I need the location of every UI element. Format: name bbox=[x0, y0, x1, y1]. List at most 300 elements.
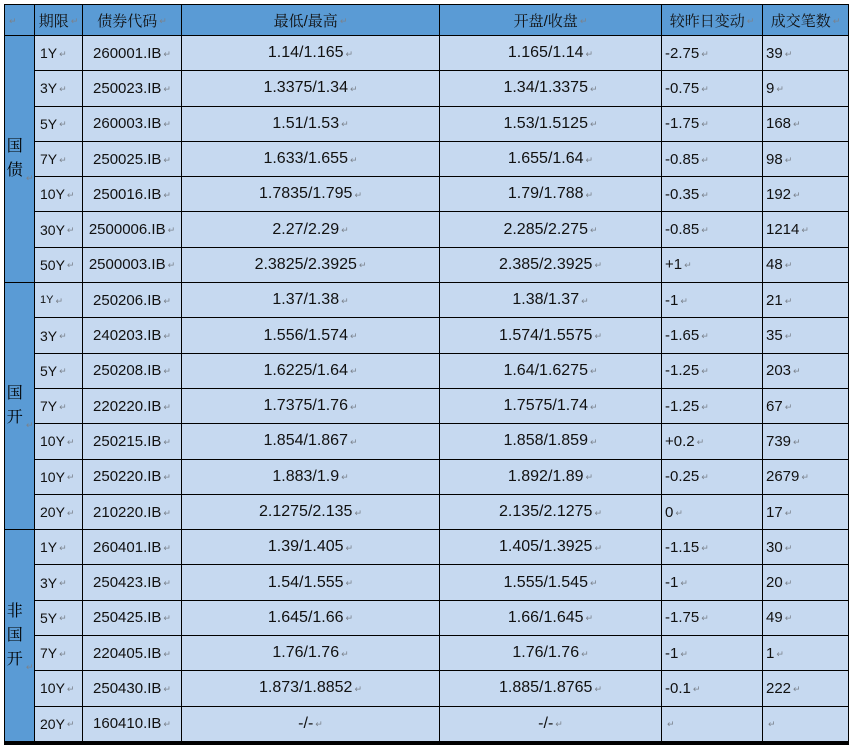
col-header-change-label: 较昨日变动 bbox=[669, 12, 745, 30]
end-of-cell-marker: ↵ bbox=[832, 15, 841, 26]
change-cell-value: -0.75 bbox=[665, 79, 700, 97]
term-cell-value: 7Y bbox=[40, 151, 58, 168]
change-cell-value: -0.1 bbox=[665, 679, 691, 697]
change-cell-value: -1.65 bbox=[665, 327, 700, 345]
change-cell-value: -1 bbox=[665, 574, 679, 592]
end-of-cell-marker: ↵ bbox=[784, 260, 793, 271]
trades-cell bbox=[763, 71, 848, 106]
bond-code-cell bbox=[83, 460, 182, 495]
open-close-cell-value: 1.79/1.788 bbox=[507, 185, 584, 203]
term-cell bbox=[35, 601, 83, 636]
end-of-cell-marker: ↵ bbox=[589, 83, 598, 94]
end-of-cell-marker: ↵ bbox=[585, 154, 594, 165]
open-close-cell bbox=[440, 71, 662, 106]
bond-code-cell-value: 250425.IB bbox=[93, 609, 162, 627]
col-header-open-close bbox=[440, 5, 662, 36]
trades-cell bbox=[763, 354, 848, 389]
end-of-cell-marker: ↵ bbox=[701, 401, 709, 412]
low-high-cell bbox=[182, 71, 440, 106]
end-of-cell-marker: ↵ bbox=[675, 507, 683, 518]
end-of-cell-marker: ↵ bbox=[701, 189, 709, 200]
open-close-cell bbox=[440, 212, 662, 247]
low-high-cell bbox=[182, 707, 440, 742]
term-cell-value: 10Y bbox=[40, 186, 65, 203]
bond-code-cell bbox=[83, 142, 182, 177]
trades-cell bbox=[763, 601, 848, 636]
bond-code-cell bbox=[83, 36, 182, 71]
bond-code-cell-value: 160410.IB bbox=[93, 715, 162, 733]
col-header-bond-code bbox=[83, 5, 182, 36]
end-of-cell-marker: ↵ bbox=[167, 260, 176, 271]
trades-cell bbox=[763, 142, 848, 177]
open-close-cell-value: 1.555/1.545 bbox=[503, 573, 588, 591]
end-of-cell-marker: ↵ bbox=[66, 260, 75, 271]
end-of-cell-marker: ↵ bbox=[66, 472, 75, 483]
col-header-open-close-label: 开盘/收盘 bbox=[513, 12, 578, 30]
end-of-cell-marker: ↵ bbox=[66, 507, 75, 518]
term-cell-value: 1Y bbox=[40, 45, 58, 62]
end-of-cell-marker: ↵ bbox=[9, 15, 17, 26]
end-of-cell-marker: ↵ bbox=[59, 648, 67, 659]
bond-code-cell bbox=[83, 212, 182, 247]
end-of-cell-marker: ↵ bbox=[589, 401, 598, 412]
end-of-cell-marker: ↵ bbox=[784, 401, 793, 412]
open-close-cell-value: 1.405/1.3925 bbox=[499, 538, 593, 556]
trades-cell bbox=[763, 530, 848, 565]
end-of-cell-marker: ↵ bbox=[358, 260, 367, 271]
open-close-cell bbox=[440, 389, 662, 424]
end-of-cell-marker: ↵ bbox=[585, 189, 594, 200]
open-close-cell-value: 1.655/1.64 bbox=[507, 150, 584, 168]
end-of-cell-marker: ↵ bbox=[589, 436, 598, 447]
bond-code-cell-value: 250206.IB bbox=[93, 291, 162, 309]
bond-code-cell bbox=[83, 530, 182, 565]
col-header-low-high bbox=[182, 5, 440, 36]
end-of-cell-marker: ↵ bbox=[589, 578, 598, 589]
low-high-cell bbox=[182, 212, 440, 247]
low-high-cell bbox=[182, 460, 440, 495]
change-cell-value: -1 bbox=[665, 291, 679, 309]
term-cell-value: 10Y bbox=[40, 680, 65, 697]
end-of-cell-marker: ↵ bbox=[66, 683, 75, 694]
low-high-cell-value: 2.3825/2.3925 bbox=[254, 255, 357, 273]
term-cell bbox=[35, 107, 83, 142]
open-close-cell-value: 1.885/1.8765 bbox=[499, 679, 593, 697]
low-high-cell bbox=[182, 248, 440, 283]
end-of-cell-marker: ↵ bbox=[163, 578, 171, 589]
low-high-cell bbox=[182, 424, 440, 459]
end-of-cell-marker: ↵ bbox=[579, 15, 588, 26]
end-of-cell-marker: ↵ bbox=[59, 119, 67, 130]
term-cell-value: 1Y bbox=[40, 294, 54, 307]
bond-code-cell bbox=[83, 601, 182, 636]
end-of-cell-marker: ↵ bbox=[701, 472, 709, 483]
trades-cell-value: 192 bbox=[766, 185, 792, 203]
end-of-cell-marker: ↵ bbox=[784, 154, 793, 165]
change-cell-value: -0.85 bbox=[665, 150, 700, 168]
end-of-cell-marker: ↵ bbox=[776, 648, 784, 659]
term-cell-value: 10Y bbox=[40, 468, 65, 485]
end-of-cell-marker: ↵ bbox=[701, 119, 709, 130]
low-high-cell bbox=[182, 283, 440, 318]
low-high-cell-value: 1.51/1.53 bbox=[272, 114, 340, 132]
trades-cell bbox=[763, 495, 848, 530]
end-of-cell-marker: ↵ bbox=[354, 507, 362, 518]
open-close-cell bbox=[440, 424, 662, 459]
term-cell bbox=[35, 495, 83, 530]
end-of-cell-marker: ↵ bbox=[349, 83, 358, 94]
group-label-wrap bbox=[6, 135, 34, 183]
end-of-cell-marker: ↵ bbox=[793, 189, 801, 200]
trades-cell bbox=[763, 460, 848, 495]
low-high-cell-value: 1.76/1.76 bbox=[272, 644, 340, 662]
open-close-cell-value: 1.858/1.859 bbox=[503, 432, 588, 450]
end-of-cell-marker: ↵ bbox=[585, 472, 594, 483]
open-close-cell bbox=[440, 495, 662, 530]
bond-code-cell bbox=[83, 71, 182, 106]
bond-code-cell-value: 250215.IB bbox=[93, 432, 162, 450]
corner-header-cell bbox=[5, 5, 35, 36]
end-of-cell-marker: ↵ bbox=[793, 119, 801, 130]
term-cell-value: 3Y bbox=[40, 574, 58, 591]
end-of-cell-marker: ↵ bbox=[25, 420, 34, 431]
end-of-cell-marker: ↵ bbox=[59, 401, 67, 412]
end-of-cell-marker: ↵ bbox=[163, 436, 171, 447]
end-of-cell-marker: ↵ bbox=[776, 83, 784, 94]
group-label-wrap bbox=[6, 600, 34, 672]
trades-cell-value: 30 bbox=[766, 538, 783, 556]
end-of-cell-marker: ↵ bbox=[66, 225, 75, 236]
term-cell-value: 1Y bbox=[40, 539, 58, 556]
bond-code-cell bbox=[83, 565, 182, 600]
end-of-cell-marker: ↵ bbox=[349, 366, 358, 377]
low-high-cell bbox=[182, 601, 440, 636]
change-cell bbox=[662, 212, 763, 247]
change-cell bbox=[662, 354, 763, 389]
open-close-cell bbox=[440, 36, 662, 71]
end-of-cell-marker: ↵ bbox=[59, 578, 67, 589]
group-label-cell bbox=[5, 283, 35, 530]
term-cell bbox=[35, 424, 83, 459]
term-cell-value: 20Y bbox=[40, 504, 65, 520]
change-cell bbox=[662, 495, 763, 530]
end-of-cell-marker: ↵ bbox=[55, 295, 64, 306]
low-high-cell-value: 1.873/1.8852 bbox=[259, 679, 353, 697]
group-label-cell bbox=[5, 530, 35, 742]
trades-cell-value: 20 bbox=[766, 574, 783, 592]
trades-cell bbox=[763, 389, 848, 424]
trades-cell-value: 21 bbox=[766, 291, 783, 309]
bond-code-cell-value: 260401.IB bbox=[93, 538, 162, 556]
end-of-cell-marker: ↵ bbox=[163, 472, 171, 483]
end-of-cell-marker: ↵ bbox=[341, 295, 349, 306]
end-of-cell-marker: ↵ bbox=[163, 331, 171, 342]
bond-code-cell-value: 250208.IB bbox=[93, 362, 162, 380]
open-close-cell bbox=[440, 283, 662, 318]
low-high-cell-value: 1.6225/1.64 bbox=[263, 361, 348, 379]
low-high-cell-value: -/- bbox=[298, 714, 314, 732]
end-of-cell-marker: ↵ bbox=[784, 542, 793, 553]
bond-code-cell bbox=[83, 707, 182, 742]
end-of-cell-marker: ↵ bbox=[59, 331, 67, 342]
low-high-cell-value: 1.645/1.66 bbox=[267, 608, 344, 626]
end-of-cell-marker: ↵ bbox=[59, 83, 67, 94]
term-cell bbox=[35, 636, 83, 671]
term-cell bbox=[35, 354, 83, 389]
end-of-cell-marker: ↵ bbox=[701, 225, 709, 236]
bond-code-cell bbox=[83, 424, 182, 459]
term-cell-value: 7Y bbox=[40, 398, 58, 415]
open-close-cell-value: 1.38/1.37 bbox=[512, 291, 580, 309]
trades-cell-value: 739 bbox=[766, 432, 792, 450]
open-close-cell-value: 1.165/1.14 bbox=[507, 44, 584, 62]
end-of-cell-marker: ↵ bbox=[594, 683, 602, 694]
term-cell-value: 5Y bbox=[40, 115, 58, 132]
change-cell bbox=[662, 707, 763, 742]
low-high-cell-value: 2.1275/2.135 bbox=[259, 503, 353, 520]
bond-code-cell-value: 220405.IB bbox=[93, 644, 162, 662]
bond-code-cell bbox=[83, 495, 182, 530]
trades-cell bbox=[763, 107, 848, 142]
col-header-bond-code-label: 债券代码 bbox=[97, 12, 158, 30]
trades-cell-value: 17 bbox=[766, 503, 783, 521]
open-close-cell bbox=[440, 601, 662, 636]
low-high-cell bbox=[182, 530, 440, 565]
change-cell-value: +1 bbox=[665, 256, 683, 274]
end-of-cell-marker: ↵ bbox=[59, 542, 67, 553]
end-of-cell-marker: ↵ bbox=[768, 719, 776, 730]
trades-cell-value: 35 bbox=[766, 327, 783, 345]
low-high-cell-value: 2.27/2.29 bbox=[272, 220, 340, 238]
change-cell bbox=[662, 460, 763, 495]
end-of-cell-marker: ↵ bbox=[680, 578, 688, 589]
change-cell bbox=[662, 424, 763, 459]
change-cell-value: 0 bbox=[665, 503, 674, 521]
trades-cell-value: 1214 bbox=[766, 221, 800, 239]
trades-cell-value: 203 bbox=[766, 362, 792, 380]
end-of-cell-marker: ↵ bbox=[345, 542, 354, 553]
open-close-cell-value: 1.64/1.6275 bbox=[503, 361, 588, 379]
end-of-cell-marker: ↵ bbox=[345, 613, 354, 624]
end-of-cell-marker: ↵ bbox=[585, 613, 594, 624]
open-close-cell bbox=[440, 107, 662, 142]
end-of-cell-marker: ↵ bbox=[701, 154, 709, 165]
end-of-cell-marker: ↵ bbox=[25, 661, 34, 672]
trades-cell-value: 222 bbox=[766, 679, 792, 697]
low-high-cell-value: 1.14/1.165 bbox=[267, 44, 344, 62]
col-header-trades-label: 成交笔数 bbox=[770, 12, 831, 30]
open-close-cell-value: 1.76/1.76 bbox=[512, 644, 580, 662]
end-of-cell-marker: ↵ bbox=[163, 613, 171, 624]
col-header-trades bbox=[763, 5, 848, 36]
end-of-cell-marker: ↵ bbox=[701, 366, 709, 377]
end-of-cell-marker: ↵ bbox=[315, 719, 323, 730]
term-cell bbox=[35, 283, 83, 318]
bond-code-cell-value: 2500006.IB bbox=[88, 221, 166, 239]
end-of-cell-marker: ↵ bbox=[589, 366, 598, 377]
end-of-cell-marker: ↵ bbox=[163, 366, 171, 377]
end-of-cell-marker: ↵ bbox=[585, 48, 594, 59]
end-of-cell-marker: ↵ bbox=[555, 719, 563, 730]
end-of-cell-marker: ↵ bbox=[701, 613, 709, 624]
bond-code-cell-value: 250220.IB bbox=[93, 468, 162, 486]
open-close-cell-value: -/- bbox=[538, 714, 554, 732]
bond-code-cell bbox=[83, 389, 182, 424]
term-cell-value: 10Y bbox=[40, 433, 65, 450]
end-of-cell-marker: ↵ bbox=[341, 648, 349, 659]
end-of-cell-marker: ↵ bbox=[345, 48, 354, 59]
end-of-cell-marker: ↵ bbox=[581, 648, 589, 659]
open-close-cell bbox=[440, 248, 662, 283]
group-label: 国债 bbox=[6, 138, 23, 180]
end-of-cell-marker: ↵ bbox=[163, 648, 171, 659]
change-cell-value: -1 bbox=[665, 644, 679, 662]
term-cell bbox=[35, 671, 83, 706]
low-high-cell bbox=[182, 671, 440, 706]
trades-cell bbox=[763, 318, 848, 353]
low-high-cell bbox=[182, 318, 440, 353]
end-of-cell-marker: ↵ bbox=[66, 436, 75, 447]
term-cell-value: 3Y bbox=[40, 80, 58, 97]
end-of-cell-marker: ↵ bbox=[701, 48, 709, 59]
end-of-cell-marker: ↵ bbox=[692, 683, 701, 694]
term-cell bbox=[35, 71, 83, 106]
end-of-cell-marker: ↵ bbox=[784, 331, 793, 342]
bond-code-cell-value: 250023.IB bbox=[93, 79, 162, 97]
end-of-cell-marker: ↵ bbox=[66, 719, 75, 730]
change-cell bbox=[662, 530, 763, 565]
open-close-cell-value: 2.385/2.3925 bbox=[499, 255, 593, 273]
low-high-cell bbox=[182, 389, 440, 424]
bond-code-cell-value: 210220.IB bbox=[93, 503, 162, 521]
open-close-cell bbox=[440, 530, 662, 565]
open-close-cell bbox=[440, 707, 662, 742]
bond-code-cell bbox=[83, 177, 182, 212]
change-cell bbox=[662, 71, 763, 106]
col-header-term bbox=[35, 5, 83, 36]
end-of-cell-marker: ↵ bbox=[680, 295, 688, 306]
term-cell bbox=[35, 36, 83, 71]
col-header-change bbox=[662, 5, 763, 36]
end-of-cell-marker: ↵ bbox=[594, 542, 602, 553]
open-close-cell-value: 1.7575/1.74 bbox=[503, 397, 588, 415]
low-high-cell bbox=[182, 565, 440, 600]
end-of-cell-marker: ↵ bbox=[163, 683, 171, 694]
term-cell bbox=[35, 530, 83, 565]
change-cell bbox=[662, 248, 763, 283]
term-cell-value: 50Y bbox=[40, 256, 65, 273]
bond-code-cell-value: 250423.IB bbox=[93, 574, 162, 592]
term-cell bbox=[35, 707, 83, 742]
col-header-term-label: 期限 bbox=[38, 12, 69, 30]
end-of-cell-marker: ↵ bbox=[793, 683, 801, 694]
low-high-cell-value: 1.883/1.9 bbox=[272, 467, 340, 485]
end-of-cell-marker: ↵ bbox=[349, 154, 358, 165]
bond-code-cell bbox=[83, 248, 182, 283]
end-of-cell-marker: ↵ bbox=[354, 683, 362, 694]
low-high-cell-value: 1.3375/1.34 bbox=[263, 79, 348, 97]
open-close-cell-value: 1.66/1.645 bbox=[507, 608, 584, 626]
trades-cell bbox=[763, 636, 848, 671]
bond-code-cell bbox=[83, 283, 182, 318]
trades-cell-value: 168 bbox=[766, 115, 792, 133]
end-of-cell-marker: ↵ bbox=[701, 83, 709, 94]
bond-code-cell bbox=[83, 318, 182, 353]
end-of-cell-marker: ↵ bbox=[684, 260, 692, 271]
open-close-cell bbox=[440, 354, 662, 389]
open-close-cell-value: 1.574/1.5575 bbox=[499, 326, 593, 344]
low-high-cell bbox=[182, 36, 440, 71]
trades-cell bbox=[763, 565, 848, 600]
open-close-cell bbox=[440, 671, 662, 706]
end-of-cell-marker: ↵ bbox=[801, 472, 809, 483]
trades-cell bbox=[763, 177, 848, 212]
end-of-cell-marker: ↵ bbox=[163, 542, 171, 553]
end-of-cell-marker: ↵ bbox=[349, 436, 358, 447]
trades-cell-value: 1 bbox=[766, 644, 775, 662]
change-cell bbox=[662, 142, 763, 177]
end-of-cell-marker: ↵ bbox=[594, 507, 602, 518]
change-cell-value: -0.85 bbox=[665, 221, 700, 239]
end-of-cell-marker: ↵ bbox=[163, 154, 171, 165]
open-close-cell bbox=[440, 460, 662, 495]
end-of-cell-marker: ↵ bbox=[354, 189, 362, 200]
low-high-cell-value: 1.7375/1.76 bbox=[263, 397, 348, 415]
end-of-cell-marker: ↵ bbox=[70, 15, 79, 26]
term-cell-value: 7Y bbox=[40, 645, 58, 662]
end-of-cell-marker: ↵ bbox=[163, 83, 171, 94]
end-of-cell-marker: ↵ bbox=[59, 48, 67, 59]
end-of-cell-marker: ↵ bbox=[589, 225, 598, 236]
change-cell bbox=[662, 283, 763, 318]
end-of-cell-marker: ↵ bbox=[341, 472, 349, 483]
end-of-cell-marker: ↵ bbox=[801, 225, 809, 236]
low-high-cell-value: 1.854/1.867 bbox=[263, 432, 348, 450]
term-cell-value: 3Y bbox=[40, 327, 58, 344]
open-close-cell-value: 2.285/2.275 bbox=[503, 220, 588, 238]
trades-cell-value: 9 bbox=[766, 79, 775, 97]
change-cell-value: +0.2 bbox=[665, 432, 695, 450]
trades-cell-value: 2679 bbox=[766, 468, 800, 486]
end-of-cell-marker: ↵ bbox=[784, 507, 793, 518]
open-close-cell-value: 1.53/1.5125 bbox=[503, 114, 588, 132]
end-of-cell-marker: ↵ bbox=[581, 295, 589, 306]
term-cell bbox=[35, 248, 83, 283]
end-of-cell-marker: ↵ bbox=[59, 613, 67, 624]
group-label-wrap bbox=[6, 382, 34, 430]
bond-code-cell bbox=[83, 636, 182, 671]
trades-cell-value: 49 bbox=[766, 609, 783, 627]
term-cell-value: 5Y bbox=[40, 609, 58, 626]
end-of-cell-marker: ↵ bbox=[163, 719, 171, 730]
end-of-cell-marker: ↵ bbox=[163, 119, 171, 130]
low-high-cell bbox=[182, 177, 440, 212]
term-cell bbox=[35, 212, 83, 247]
end-of-cell-marker: ↵ bbox=[594, 331, 602, 342]
trades-cell-value: 67 bbox=[766, 397, 783, 415]
bond-code-cell bbox=[83, 354, 182, 389]
trades-cell bbox=[763, 248, 848, 283]
end-of-cell-marker: ↵ bbox=[163, 507, 171, 518]
change-cell bbox=[662, 107, 763, 142]
end-of-cell-marker: ↵ bbox=[696, 436, 705, 447]
bond-code-cell-value: 2500003.IB bbox=[88, 256, 166, 274]
open-close-cell bbox=[440, 142, 662, 177]
low-high-cell bbox=[182, 142, 440, 177]
trades-cell bbox=[763, 36, 848, 71]
change-cell bbox=[662, 318, 763, 353]
bond-code-cell-value: 250430.IB bbox=[93, 679, 162, 697]
